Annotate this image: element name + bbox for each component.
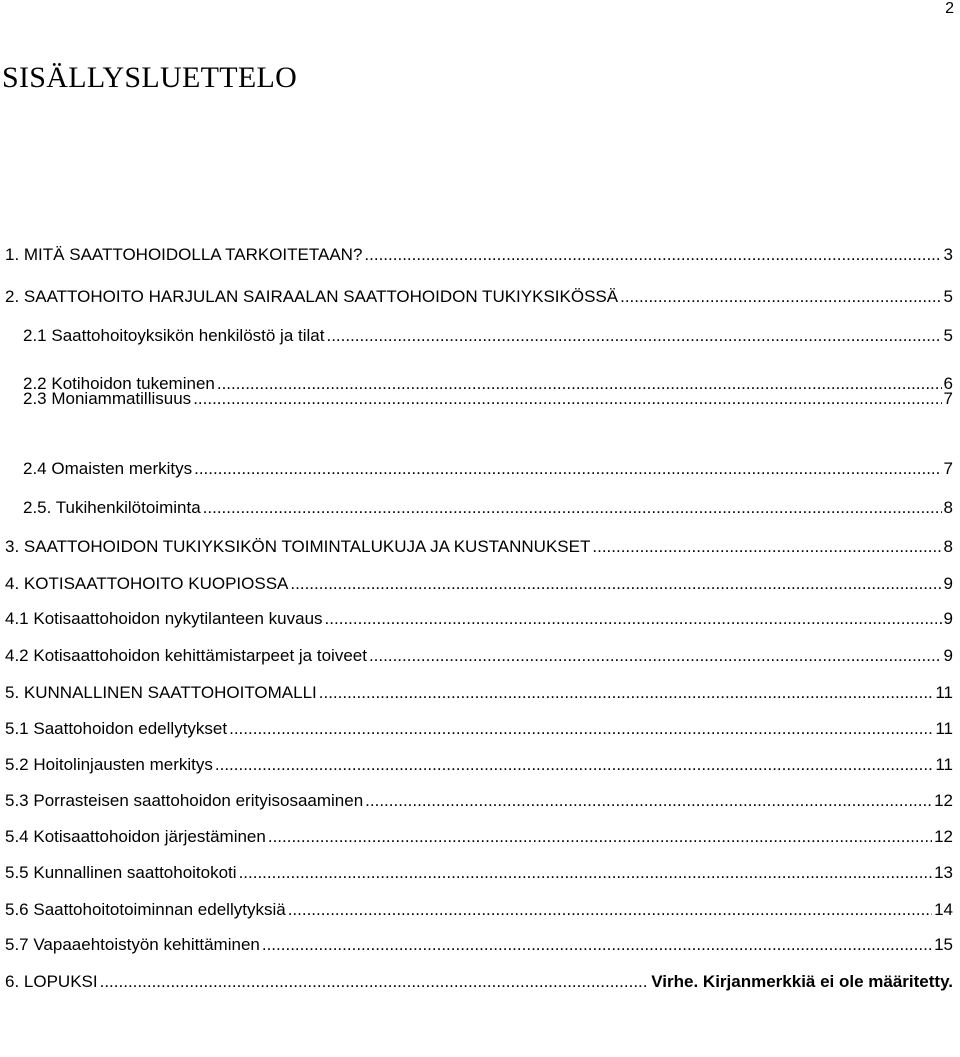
toc-entry[interactable] <box>5 862 953 884</box>
toc-leader-dots <box>215 754 933 776</box>
toc-entry[interactable] <box>5 718 953 740</box>
toc-entry-page: 7 <box>943 459 953 478</box>
toc-entry[interactable] <box>23 325 953 347</box>
bookmark-error-message: Virhe. Kirjanmerkkiä ei ole määritetty. <box>651 972 953 991</box>
toc-leader-dots <box>203 497 942 519</box>
toc-entry[interactable] <box>23 497 953 519</box>
toc-entry[interactable] <box>5 899 953 921</box>
toc-entry-title: 2.5. Tukihenkilötoiminta <box>23 498 201 517</box>
toc-entry[interactable] <box>5 971 953 993</box>
toc-entry-title: 3. SAATTOHOIDON TUKIYKSIKÖN TOIMINTALUKUJA JA KUSTANNUKSET <box>5 537 591 556</box>
toc-entry-page: 15 <box>934 935 953 954</box>
toc-entry-page: 6 <box>943 374 953 393</box>
toc-entry-page: 9 <box>943 574 953 593</box>
toc-entry-page: 7 <box>943 389 953 408</box>
toc-entry[interactable] <box>5 790 953 812</box>
toc-leader-dots <box>229 718 933 740</box>
page-title: SISÄLLYSLUETTELO <box>2 61 298 94</box>
toc-entry[interactable] <box>5 244 953 266</box>
toc-entry-page: 3 <box>943 245 953 264</box>
toc-entry-page: 9 <box>943 646 953 665</box>
toc-leader-dots <box>239 862 933 884</box>
toc-entry[interactable] <box>5 286 953 308</box>
toc-entry[interactable] <box>5 754 953 776</box>
toc-entry-title: 2.3 Moniammatillisuus <box>23 389 192 408</box>
toc-entry[interactable] <box>23 458 953 480</box>
toc-leader-dots <box>100 971 650 993</box>
toc-entry-page: 5 <box>943 326 953 345</box>
toc-entry-title: 2.4 Omaisten merkitys <box>23 459 193 478</box>
toc-entry-page: 8 <box>943 537 953 556</box>
toc-entry-title: 5.6 Saattohoitotoiminnan edellytyksiä <box>5 900 286 919</box>
toc-entry-title: 4.1 Kotisaattohoidon nykytilanteen kuvaus <box>5 609 323 628</box>
toc-entry-page: 12 <box>934 791 953 810</box>
toc-leader-dots <box>262 934 932 956</box>
toc-entry-page: 12 <box>934 827 953 846</box>
toc-entry[interactable] <box>5 826 953 848</box>
toc-leader-dots <box>364 244 941 266</box>
toc-entry-title: 5.1 Saattohoidon edellytykset <box>5 719 228 738</box>
toc-leader-dots <box>268 826 932 848</box>
toc-entry-title: 1. MITÄ SAATTOHOIDOLLA TARKOITETAAN? <box>5 245 363 264</box>
toc-entry[interactable] <box>5 536 953 558</box>
toc-entry[interactable] <box>5 608 953 630</box>
toc-entry-title: 5.2 Hoitolinjausten merkitys <box>5 755 213 774</box>
toc-leader-dots <box>288 899 932 921</box>
toc-leader-dots <box>290 573 941 595</box>
toc-entry[interactable] <box>23 388 953 410</box>
toc-entry-title: 4.2 Kotisaattohoidon kehittämistarpeet ja toiveet <box>5 646 367 665</box>
toc-entry-page: 14 <box>934 900 953 919</box>
toc-entry-title: 2.2 Kotihoidon tukeminen <box>23 374 215 393</box>
toc-entry-page: 8 <box>943 498 953 517</box>
toc-entry-title: 2. SAATTOHOITO HARJULAN SAIRAALAN SAATTOHOIDON TUKIYKSIKÖSSÄ <box>5 287 619 306</box>
toc-leader-dots <box>194 458 941 480</box>
toc-entry-title: 6. LOPUKSI <box>5 972 98 991</box>
toc-entry[interactable] <box>5 682 953 704</box>
toc-leader-dots <box>369 645 942 667</box>
toc-entry[interactable] <box>5 645 953 667</box>
toc-leader-dots <box>365 790 932 812</box>
toc-entry-page: 13 <box>934 863 953 882</box>
toc-leader-dots <box>326 325 941 347</box>
toc-entry-page: 11 <box>935 755 953 774</box>
toc-entry-page: 11 <box>935 719 953 738</box>
toc-leader-dots <box>325 608 942 630</box>
toc-leader-dots <box>319 682 934 704</box>
toc-entry-page: 5 <box>943 287 953 306</box>
toc-leader-dots <box>193 388 941 410</box>
toc-entry[interactable] <box>5 573 953 595</box>
page-number: 2 <box>945 0 954 17</box>
toc-entry-title: 5.3 Porrasteisen saattohoidon erityisosaaminen <box>5 791 364 810</box>
toc-entry-title: 5. KUNNALLINEN SAATTOHOITOMALLI <box>5 683 317 702</box>
toc-entry-page: 11 <box>935 683 953 702</box>
toc-entry-title: 5.5 Kunnallinen saattohoitokoti <box>5 863 237 882</box>
toc-entry-title: 2.1 Saattohoitoyksikön henkilöstö ja tilat <box>23 326 325 345</box>
toc-leader-dots <box>620 286 941 308</box>
toc-leader-dots <box>592 536 941 558</box>
toc-entry-title: 5.7 Vapaaehtoistyön kehittäminen <box>5 935 260 954</box>
toc-entry-title: 5.4 Kotisaattohoidon järjestäminen <box>5 827 266 846</box>
toc-entry-page: 9 <box>943 609 953 628</box>
toc-entry[interactable] <box>5 934 953 956</box>
toc-entry-title: 4. KOTISAATTOHOITO KUOPIOSSA <box>5 574 289 593</box>
